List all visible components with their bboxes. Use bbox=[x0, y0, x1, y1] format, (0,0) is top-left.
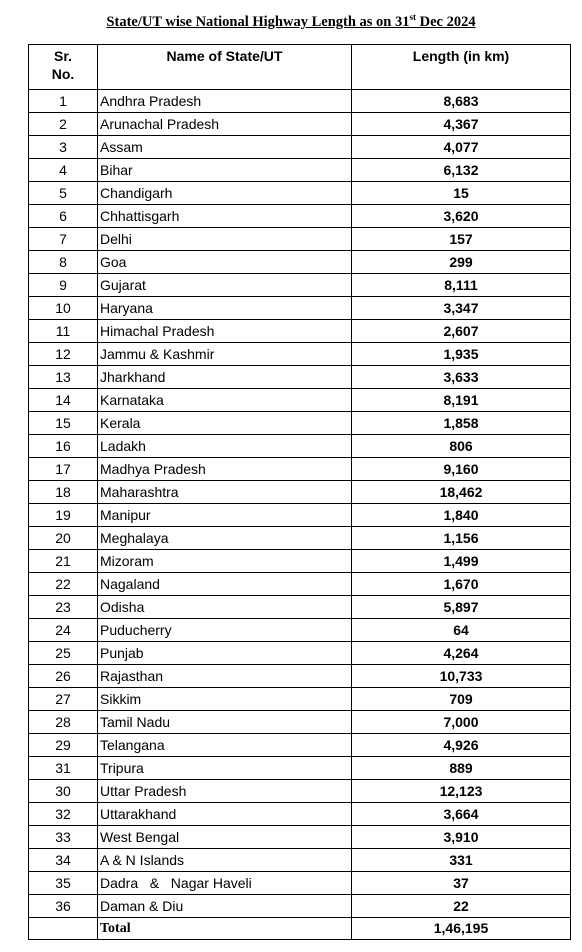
row-state-name: Ladakh bbox=[98, 435, 352, 458]
row-length: 1,858 bbox=[352, 412, 571, 435]
row-length: 4,264 bbox=[352, 642, 571, 665]
row-sr-no: 2 bbox=[29, 113, 98, 136]
row-state-name: Telangana bbox=[98, 734, 352, 757]
row-length: 8,683 bbox=[352, 90, 571, 113]
row-state-name: Rajasthan bbox=[98, 665, 352, 688]
row-length: 9,160 bbox=[352, 458, 571, 481]
row-length: 1,935 bbox=[352, 343, 571, 366]
header-state-name: Name of State/UT bbox=[98, 45, 352, 90]
table-row bbox=[29, 665, 571, 688]
total-label: Total bbox=[98, 918, 352, 940]
table-row bbox=[29, 435, 571, 458]
table-row bbox=[29, 780, 571, 803]
row-length: 22 bbox=[352, 895, 571, 918]
row-length: 4,926 bbox=[352, 734, 571, 757]
row-length: 1,840 bbox=[352, 504, 571, 527]
row-sr-no: 29 bbox=[29, 734, 98, 757]
table-row bbox=[29, 803, 571, 826]
row-state-name: Arunachal Pradesh bbox=[98, 113, 352, 136]
row-length: 3,620 bbox=[352, 205, 571, 228]
table-row bbox=[29, 389, 571, 412]
table-row bbox=[29, 113, 571, 136]
row-state-name: Dadra & Nagar Haveli bbox=[98, 872, 352, 895]
row-sr-no: 15 bbox=[29, 412, 98, 435]
title-main: State/UT wise National Highway Length as on 31 bbox=[106, 14, 410, 30]
table-body bbox=[29, 90, 571, 918]
row-state-name: Uttarakhand bbox=[98, 803, 352, 826]
row-sr-no: 30 bbox=[29, 780, 98, 803]
row-state-name: West Bengal bbox=[98, 826, 352, 849]
row-sr-no: 35 bbox=[29, 872, 98, 895]
table-row bbox=[29, 412, 571, 435]
row-state-name: A & N Islands bbox=[98, 849, 352, 872]
row-length: 4,077 bbox=[352, 136, 571, 159]
row-length: 1,670 bbox=[352, 573, 571, 596]
row-length: 8,111 bbox=[352, 274, 571, 297]
table-row bbox=[29, 826, 571, 849]
row-length: 889 bbox=[352, 757, 571, 780]
table-row bbox=[29, 136, 571, 159]
row-state-name: Chhattisgarh bbox=[98, 205, 352, 228]
table-row bbox=[29, 642, 571, 665]
row-sr-no: 21 bbox=[29, 550, 98, 573]
row-length: 4,367 bbox=[352, 113, 571, 136]
row-sr-no: 10 bbox=[29, 297, 98, 320]
header-sr-line1: Sr. bbox=[54, 48, 72, 64]
table-row bbox=[29, 297, 571, 320]
row-state-name: Odisha bbox=[98, 596, 352, 619]
table-row bbox=[29, 159, 571, 182]
row-length: 299 bbox=[352, 251, 571, 274]
table-row bbox=[29, 90, 571, 113]
table-row bbox=[29, 274, 571, 297]
row-length: 18,462 bbox=[352, 481, 571, 504]
row-sr-no: 9 bbox=[29, 274, 98, 297]
table-row bbox=[29, 182, 571, 205]
row-sr-no: 23 bbox=[29, 596, 98, 619]
row-sr-no: 20 bbox=[29, 527, 98, 550]
table-row bbox=[29, 527, 571, 550]
header-sr-no bbox=[29, 45, 98, 90]
row-state-name: Daman & Diu bbox=[98, 895, 352, 918]
row-state-name: Kerala bbox=[98, 412, 352, 435]
row-sr-no: 18 bbox=[29, 481, 98, 504]
table-row bbox=[29, 481, 571, 504]
row-state-name: Meghalaya bbox=[98, 527, 352, 550]
table-header-row bbox=[29, 45, 571, 90]
row-sr-no: 14 bbox=[29, 389, 98, 412]
row-sr-no: 19 bbox=[29, 504, 98, 527]
table-row bbox=[29, 757, 571, 780]
row-sr-no: 32 bbox=[29, 803, 98, 826]
table-row bbox=[29, 504, 571, 527]
row-sr-no: 24 bbox=[29, 619, 98, 642]
row-length: 6,132 bbox=[352, 159, 571, 182]
row-state-name: Andhra Pradesh bbox=[98, 90, 352, 113]
row-sr-no: 22 bbox=[29, 573, 98, 596]
row-state-name: Tripura bbox=[98, 757, 352, 780]
row-state-name: Puducherry bbox=[98, 619, 352, 642]
row-state-name: Himachal Pradesh bbox=[98, 320, 352, 343]
row-state-name: Karnataka bbox=[98, 389, 352, 412]
row-state-name: Nagaland bbox=[98, 573, 352, 596]
row-sr-no: 13 bbox=[29, 366, 98, 389]
row-state-name: Tamil Nadu bbox=[98, 711, 352, 734]
table-row bbox=[29, 895, 571, 918]
row-state-name: Gujarat bbox=[98, 274, 352, 297]
row-length: 37 bbox=[352, 872, 571, 895]
row-sr-no: 16 bbox=[29, 435, 98, 458]
row-length: 157 bbox=[352, 228, 571, 251]
row-length: 64 bbox=[352, 619, 571, 642]
table-row bbox=[29, 688, 571, 711]
row-sr-no: 17 bbox=[29, 458, 98, 481]
total-sr-cell bbox=[29, 918, 98, 940]
total-row bbox=[29, 918, 571, 940]
row-state-name: Madhya Pradesh bbox=[98, 458, 352, 481]
table-row bbox=[29, 550, 571, 573]
row-sr-no: 11 bbox=[29, 320, 98, 343]
row-sr-no: 12 bbox=[29, 343, 98, 366]
row-length: 709 bbox=[352, 688, 571, 711]
row-state-name: Punjab bbox=[98, 642, 352, 665]
row-length: 3,347 bbox=[352, 297, 571, 320]
table-row bbox=[29, 320, 571, 343]
row-length: 1,156 bbox=[352, 527, 571, 550]
table-row bbox=[29, 366, 571, 389]
row-length: 5,897 bbox=[352, 596, 571, 619]
row-sr-no: 8 bbox=[29, 251, 98, 274]
row-sr-no: 34 bbox=[29, 849, 98, 872]
row-sr-no: 25 bbox=[29, 642, 98, 665]
row-length: 15 bbox=[352, 182, 571, 205]
table-row bbox=[29, 573, 571, 596]
row-state-name: Goa bbox=[98, 251, 352, 274]
row-length: 331 bbox=[352, 849, 571, 872]
row-state-name: Sikkim bbox=[98, 688, 352, 711]
title-suffix: Dec 2024 bbox=[415, 14, 476, 30]
row-sr-no: 1 bbox=[29, 90, 98, 113]
row-state-name: Haryana bbox=[98, 297, 352, 320]
row-sr-no: 3 bbox=[29, 136, 98, 159]
header-length: Length (in km) bbox=[352, 45, 571, 90]
row-length: 3,910 bbox=[352, 826, 571, 849]
row-sr-no: 27 bbox=[29, 688, 98, 711]
row-length: 806 bbox=[352, 435, 571, 458]
table-row bbox=[29, 734, 571, 757]
row-length: 3,633 bbox=[352, 366, 571, 389]
header-sr-line2: No. bbox=[51, 66, 75, 82]
document-title bbox=[0, 14, 582, 31]
row-length: 7,000 bbox=[352, 711, 571, 734]
table-row bbox=[29, 711, 571, 734]
row-state-name: Jharkhand bbox=[98, 366, 352, 389]
row-length: 10,733 bbox=[352, 665, 571, 688]
row-length: 2,607 bbox=[352, 320, 571, 343]
table-row bbox=[29, 343, 571, 366]
table-row bbox=[29, 619, 571, 642]
row-state-name: Jammu & Kashmir bbox=[98, 343, 352, 366]
title-superscript: st bbox=[409, 12, 416, 23]
total-length: 1,46,195 bbox=[352, 918, 571, 940]
highway-length-table bbox=[28, 44, 571, 940]
row-sr-no: 4 bbox=[29, 159, 98, 182]
table-row bbox=[29, 849, 571, 872]
row-state-name: Mizoram bbox=[98, 550, 352, 573]
row-sr-no: 6 bbox=[29, 205, 98, 228]
table-row bbox=[29, 228, 571, 251]
row-sr-no: 7 bbox=[29, 228, 98, 251]
row-state-name: Uttar Pradesh bbox=[98, 780, 352, 803]
table-row bbox=[29, 205, 571, 228]
row-state-name: Delhi bbox=[98, 228, 352, 251]
row-sr-no: 31 bbox=[29, 757, 98, 780]
row-state-name: Chandigarh bbox=[98, 182, 352, 205]
row-length: 3,664 bbox=[352, 803, 571, 826]
table-row bbox=[29, 458, 571, 481]
row-sr-no: 33 bbox=[29, 826, 98, 849]
row-state-name: Assam bbox=[98, 136, 352, 159]
row-length: 12,123 bbox=[352, 780, 571, 803]
row-state-name: Manipur bbox=[98, 504, 352, 527]
row-length: 1,499 bbox=[352, 550, 571, 573]
table-row bbox=[29, 872, 571, 895]
row-sr-no: 5 bbox=[29, 182, 98, 205]
row-state-name: Maharashtra bbox=[98, 481, 352, 504]
table-row bbox=[29, 251, 571, 274]
row-sr-no: 26 bbox=[29, 665, 98, 688]
row-sr-no: 28 bbox=[29, 711, 98, 734]
row-state-name: Bihar bbox=[98, 159, 352, 182]
table-row bbox=[29, 596, 571, 619]
row-length: 8,191 bbox=[352, 389, 571, 412]
row-sr-no: 36 bbox=[29, 895, 98, 918]
